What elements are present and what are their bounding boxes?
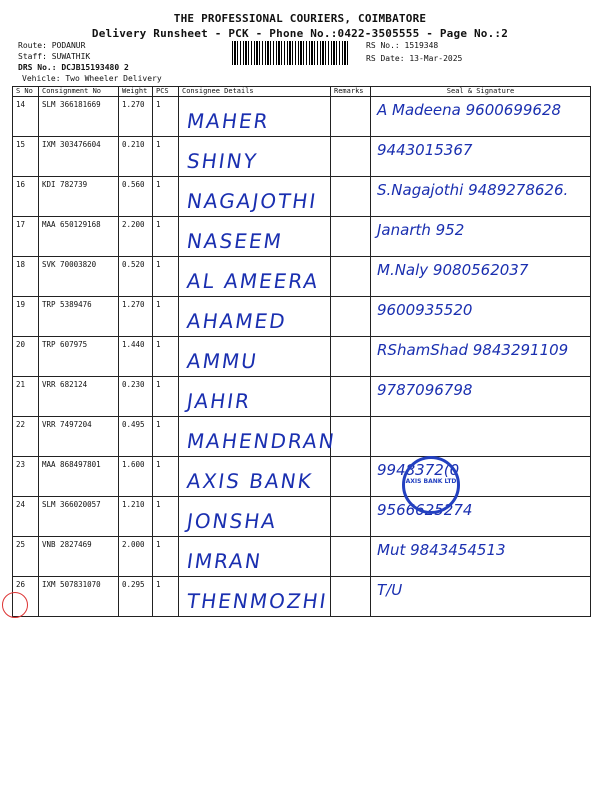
remarks-cell <box>331 97 371 137</box>
rs-number: RS No.: 1519348 <box>366 41 439 50</box>
signature-text: 9787096798 <box>377 381 473 399</box>
signature-text: T/U <box>377 581 403 599</box>
sno-cell: 26 <box>13 577 39 617</box>
table-row <box>13 497 591 537</box>
signature-cell <box>371 297 591 337</box>
consignee-cell <box>179 137 331 177</box>
pcs-cell: 1 <box>153 377 179 417</box>
table-row <box>13 537 591 577</box>
pcs-cell: 1 <box>153 577 179 617</box>
pcs-cell: 1 <box>153 457 179 497</box>
consignee-cell <box>179 97 331 137</box>
consignee-cell <box>179 457 331 497</box>
table-row <box>13 97 591 137</box>
sno-cell: 25 <box>13 537 39 577</box>
table-row <box>13 337 591 377</box>
col-pcs: PCS <box>153 87 179 97</box>
consignee-cell <box>179 217 331 257</box>
consignment-cell: IXM 507831070 <box>39 577 119 617</box>
signature-cell <box>371 537 591 577</box>
signature-text: S.Nagajothi 9489278626. <box>377 181 569 199</box>
consignee-cell <box>179 337 331 377</box>
pcs-cell: 1 <box>153 257 179 297</box>
pcs-cell: 1 <box>153 337 179 377</box>
remarks-cell <box>331 137 371 177</box>
pcs-cell: 1 <box>153 497 179 537</box>
consignee-name: MAHENDRAN <box>185 429 338 453</box>
consignee-cell <box>179 537 331 577</box>
signature-text: 9948372(0 <box>377 461 460 479</box>
signature-cell <box>371 377 591 417</box>
signature-cell <box>371 497 591 537</box>
sno-cell: 24 <box>13 497 39 537</box>
axis-bank-stamp <box>402 456 460 514</box>
weight-cell: 1.600 <box>119 457 153 497</box>
weight-cell: 0.560 <box>119 177 153 217</box>
consignment-cell: VRR 7497204 <box>39 417 119 457</box>
consignment-cell: VRR 682124 <box>39 377 119 417</box>
consignee-name: SHINY <box>185 149 260 173</box>
consignee-name: JONSHA <box>185 509 279 533</box>
weight-cell: 0.295 <box>119 577 153 617</box>
signature-cell <box>371 177 591 217</box>
consignee-name: AL AMEERA <box>185 269 321 293</box>
table-row <box>13 577 591 617</box>
col-weight: Weight <box>119 87 153 97</box>
signature-text: RShamShad 9843291109 <box>377 341 569 359</box>
remarks-cell <box>331 377 371 417</box>
consignee-cell <box>179 177 331 217</box>
pcs-cell: 1 <box>153 137 179 177</box>
consignee-name: AHAMED <box>185 309 289 333</box>
consignment-cell: TRP 607975 <box>39 337 119 377</box>
pcs-cell: 1 <box>153 537 179 577</box>
table-row <box>13 417 591 457</box>
weight-cell: 1.270 <box>119 297 153 337</box>
sno-cell: 20 <box>13 337 39 377</box>
sno-cell: 21 <box>13 377 39 417</box>
staff-label: Staff: SUWATHIK <box>18 52 91 61</box>
weight-cell: 0.520 <box>119 257 153 297</box>
table-row <box>13 137 591 177</box>
remarks-cell <box>331 177 371 217</box>
consignee-name: THENMOZHI <box>185 589 330 613</box>
table-row <box>13 177 591 217</box>
consignment-cell: SLM 366181669 <box>39 97 119 137</box>
col-consignment: Consignment No <box>39 87 119 97</box>
consignment-cell: SLM 366020057 <box>39 497 119 537</box>
sno-cell: 22 <box>13 417 39 457</box>
table-row <box>13 217 591 257</box>
consignee-cell <box>179 257 331 297</box>
sno-cell: 19 <box>13 297 39 337</box>
remarks-cell <box>331 297 371 337</box>
signature-cell <box>371 97 591 137</box>
pcs-cell: 1 <box>153 177 179 217</box>
remarks-cell <box>331 457 371 497</box>
col-remarks: Remarks <box>331 87 371 97</box>
signature-text: 9566625274 <box>377 501 473 519</box>
weight-cell: 1.270 <box>119 97 153 137</box>
consignment-cell: TRP 5389476 <box>39 297 119 337</box>
consignee-name: JAHIR <box>185 389 253 413</box>
table-row <box>13 257 591 297</box>
stamp-text: AXIS BANK LTD <box>405 477 457 485</box>
consignee-cell <box>179 297 331 337</box>
weight-cell: 1.440 <box>119 337 153 377</box>
route-label: Route: PODANUR <box>18 41 86 50</box>
sno-cell: 23 <box>13 457 39 497</box>
sno-cell: 18 <box>13 257 39 297</box>
consignee-name: AMMU <box>185 349 260 373</box>
signature-text: M.Naly 9080562037 <box>377 261 529 279</box>
remarks-cell <box>331 497 371 537</box>
signature-text: Mut 9843454513 <box>377 541 506 559</box>
pcs-cell: 1 <box>153 417 179 457</box>
remarks-cell <box>331 417 371 457</box>
consignee-cell <box>179 377 331 417</box>
table-row <box>13 377 591 417</box>
sno-cell: 15 <box>13 137 39 177</box>
table-header-row <box>13 87 591 97</box>
table-row <box>13 297 591 337</box>
pcs-cell: 1 <box>153 217 179 257</box>
consignee-name: NAGAJOTHI <box>185 189 319 213</box>
remarks-cell <box>331 577 371 617</box>
runsheet-table <box>12 86 591 617</box>
col-seal-signature: Seal & Signature <box>371 87 591 97</box>
sno-cell: 16 <box>13 177 39 217</box>
signature-text: 9600935520 <box>377 301 473 319</box>
signature-cell <box>371 217 591 257</box>
table-row <box>13 457 591 497</box>
weight-cell: 2.200 <box>119 217 153 257</box>
pcs-cell: 1 <box>153 297 179 337</box>
signature-cell <box>371 257 591 297</box>
sno-cell: 17 <box>13 217 39 257</box>
company-title: THE PROFESSIONAL COURIERS, COIMBATORE <box>173 12 427 25</box>
remarks-cell <box>331 337 371 377</box>
weight-cell: 1.210 <box>119 497 153 537</box>
consignment-cell: VNB 2827469 <box>39 537 119 577</box>
consignee-name: AXIS BANK <box>185 469 315 493</box>
sno-cell: 14 <box>13 97 39 137</box>
consignment-cell: MAA 650129168 <box>39 217 119 257</box>
consignee-cell <box>179 577 331 617</box>
remarks-cell <box>331 537 371 577</box>
consignment-cell: MAA 868497801 <box>39 457 119 497</box>
signature-text: Janarth 952 <box>377 221 465 239</box>
signature-cell <box>371 417 591 457</box>
remarks-cell <box>331 257 371 297</box>
consignment-cell: KDI 782739 <box>39 177 119 217</box>
consignment-cell: SVK 70003820 <box>39 257 119 297</box>
weight-cell: 0.210 <box>119 137 153 177</box>
weight-cell: 0.230 <box>119 377 153 417</box>
weight-cell: 2.000 <box>119 537 153 577</box>
pcs-cell: 1 <box>153 97 179 137</box>
col-consignee: Consignee Details <box>179 87 331 97</box>
vehicle-label: Vehicle: Two Wheeler Delivery <box>22 74 162 83</box>
consignee-name: NASEEM <box>185 229 285 253</box>
consignment-cell: IXM 303476604 <box>39 137 119 177</box>
signature-text: A Madeena 9600699628 <box>377 101 562 119</box>
signature-cell <box>371 137 591 177</box>
barcode-image <box>232 41 350 65</box>
signature-cell <box>371 337 591 377</box>
rs-date: RS Date: 13-Mar-2025 <box>366 54 463 63</box>
consignee-name: MAHER <box>185 109 272 133</box>
runsheet-subtitle: Delivery Runsheet - PCK - Phone No.:0422-3505555 - Page No.:2 <box>91 27 509 40</box>
col-sno: S No <box>13 87 39 97</box>
signature-text: 9443015367 <box>377 141 473 159</box>
remarks-cell <box>331 217 371 257</box>
signature-cell <box>371 577 591 617</box>
consignee-name: IMRAN <box>185 549 264 573</box>
weight-cell: 0.495 <box>119 417 153 457</box>
consignee-cell <box>179 417 338 457</box>
consignee-cell <box>179 497 331 537</box>
drs-label: DRS No.: DCJB15193480 2 <box>18 63 129 72</box>
red-circle-mark <box>2 592 28 618</box>
